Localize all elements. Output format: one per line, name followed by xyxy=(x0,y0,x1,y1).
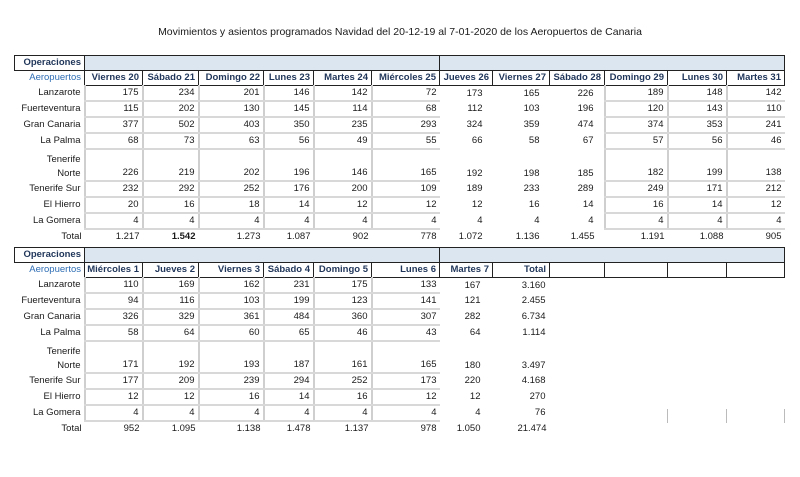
value-cell: 173 xyxy=(372,373,440,389)
column-header: Lunes 30 xyxy=(668,71,727,86)
total-cell xyxy=(668,421,727,436)
value-cell xyxy=(727,325,785,341)
value-cell: 18 xyxy=(199,197,264,213)
value-cell: 46 xyxy=(727,133,785,149)
value-cell: 63 xyxy=(199,133,264,149)
column-header: Domingo 22 xyxy=(199,71,264,86)
total-cell: 902 xyxy=(352,231,369,242)
value-cell: 145 xyxy=(264,101,314,117)
value-cell: 282 xyxy=(464,311,481,322)
column-header xyxy=(605,263,668,278)
value-cell: 76 xyxy=(534,407,546,418)
total-cell: 1.273 xyxy=(236,231,261,242)
value-cell: 185 xyxy=(577,168,594,179)
value-cell xyxy=(668,341,727,373)
value-cell xyxy=(605,341,668,373)
value-cell: 12 xyxy=(727,197,785,213)
value-cell: 58 xyxy=(528,135,540,146)
value-cell: 123 xyxy=(314,293,372,309)
page-title: Movimientos y asientos programados Navidad del 20-12-19 al 7-01-2020 de los Aeropuertos de Canaria xyxy=(158,26,642,38)
column-header: Sábado 28 xyxy=(550,71,605,86)
value-cell: 4 xyxy=(534,215,540,226)
value-cell: 12 xyxy=(85,389,143,405)
value-cell: 196 xyxy=(264,149,314,181)
value-cell: 4 xyxy=(314,213,372,229)
column-header: Sábado 4 xyxy=(264,263,314,278)
value-cell: 212 xyxy=(727,181,785,197)
value-cell xyxy=(727,389,785,405)
value-cell: 65 xyxy=(264,325,314,341)
column-header: Lunes 6 xyxy=(372,263,440,278)
operations-header-row xyxy=(15,56,785,71)
value-cell: 64 xyxy=(469,327,481,338)
value-cell: 60 xyxy=(199,325,264,341)
airport-label xyxy=(15,341,85,373)
operaciones-label: Operaciones xyxy=(15,56,85,71)
column-header: Martes 24 xyxy=(314,71,372,86)
operations-table-december xyxy=(14,55,785,244)
value-cell: 4 xyxy=(727,213,785,229)
value-cell: 4 xyxy=(143,405,199,421)
value-cell: 239 xyxy=(199,373,264,389)
total-label: Total xyxy=(61,230,82,242)
value-cell xyxy=(605,293,668,309)
value-cell xyxy=(668,293,727,309)
value-cell: 198 xyxy=(523,168,540,179)
total-cell: 778 xyxy=(420,231,437,242)
value-cell: 177 xyxy=(85,373,143,389)
value-cell: 377 xyxy=(85,117,143,133)
value-cell xyxy=(727,405,785,421)
header-band xyxy=(85,248,440,263)
column-header: Domingo 5 xyxy=(314,263,372,278)
total-cell: 952 xyxy=(123,423,140,434)
value-cell: 3.497 xyxy=(521,360,546,371)
airport-label: Gran Canaria xyxy=(23,119,81,130)
value-cell: 112 xyxy=(467,103,483,114)
value-cell xyxy=(668,325,727,341)
value-cell: 12 xyxy=(314,197,372,213)
value-cell xyxy=(668,389,727,405)
value-cell: 353 xyxy=(668,117,727,133)
value-cell: 64 xyxy=(143,325,199,341)
table-row xyxy=(15,101,785,117)
value-cell: 189 xyxy=(605,86,668,102)
airport-label: Fuerteventura xyxy=(21,295,81,306)
total-label: Total xyxy=(61,422,82,434)
aeropuertos-label: Aeropuertos xyxy=(29,264,81,276)
header-band xyxy=(440,56,785,71)
value-cell xyxy=(727,278,785,294)
value-cell: 252 xyxy=(199,181,264,197)
value-cell: 16 xyxy=(143,197,199,213)
total-cell: 1.455 xyxy=(570,230,595,242)
airport-label: El Hierro xyxy=(43,199,81,210)
value-cell: 14 xyxy=(668,197,727,213)
value-cell xyxy=(727,373,785,389)
total-cell: 1.050 xyxy=(456,422,481,434)
column-header xyxy=(550,263,605,278)
value-cell: 4 xyxy=(605,213,668,229)
value-cell: 46 xyxy=(314,325,372,341)
value-cell: 502 xyxy=(143,117,199,133)
total-cell: 978 xyxy=(420,423,437,434)
airport-label: La Palma xyxy=(40,135,81,146)
header-band xyxy=(440,248,785,263)
value-cell: 359 xyxy=(523,119,540,130)
value-cell: 120 xyxy=(605,101,668,117)
table-row xyxy=(15,213,785,229)
value-cell: 220 xyxy=(464,375,481,386)
value-cell: 180 xyxy=(464,360,481,371)
value-cell: 57 xyxy=(605,133,668,149)
value-cell: 14 xyxy=(264,197,314,213)
value-cell xyxy=(550,325,605,341)
value-cell xyxy=(605,309,668,325)
value-cell: 200 xyxy=(314,181,372,197)
total-cell: 1.136 xyxy=(515,230,540,242)
column-header: Total xyxy=(493,263,550,278)
value-cell: 146 xyxy=(314,149,372,181)
value-cell: 292 xyxy=(143,181,199,197)
value-cell: 143 xyxy=(668,101,727,117)
airport-label-line1: Tenerife xyxy=(46,154,81,165)
value-cell xyxy=(668,405,727,421)
value-cell: 4 xyxy=(314,405,372,421)
value-cell: 209 xyxy=(143,373,199,389)
value-cell xyxy=(605,278,668,294)
value-cell: 175 xyxy=(314,278,372,294)
value-cell xyxy=(668,373,727,389)
total-cell: 1.478 xyxy=(286,423,311,434)
value-cell: 474 xyxy=(577,119,594,130)
value-cell: 6.734 xyxy=(521,311,546,322)
total-cell: 1.088 xyxy=(699,231,724,242)
value-cell: 403 xyxy=(199,117,264,133)
value-cell: 142 xyxy=(314,86,372,102)
column-header: Domingo 29 xyxy=(605,71,668,86)
total-cell: 21.474 xyxy=(517,422,547,434)
column-header: Viernes 20 xyxy=(85,71,143,86)
column-header: Sábado 21 xyxy=(143,71,199,86)
value-cell: 56 xyxy=(264,133,314,149)
total-cell xyxy=(605,421,668,436)
value-cell xyxy=(550,278,605,294)
value-cell: 55 xyxy=(372,133,440,149)
airport-label: La Gomera xyxy=(32,407,81,418)
value-cell: 165 xyxy=(372,341,440,373)
value-cell: 12 xyxy=(471,199,483,210)
value-cell: 14 xyxy=(582,199,594,210)
value-cell: 192 xyxy=(466,168,483,179)
value-cell xyxy=(605,405,668,421)
value-cell: 4 xyxy=(668,213,727,229)
airport-label: Lanzarote xyxy=(38,279,81,291)
value-cell: 289 xyxy=(577,183,594,194)
value-cell xyxy=(550,373,605,389)
value-cell xyxy=(550,389,605,405)
airport-label xyxy=(15,149,85,181)
column-header: Viernes 27 xyxy=(493,71,550,86)
operations-table-january xyxy=(14,247,785,436)
total-row xyxy=(15,421,785,436)
total-cell: 1.542 xyxy=(171,231,196,242)
value-cell: 361 xyxy=(199,309,264,325)
column-header: Lunes 23 xyxy=(264,71,314,86)
table-row xyxy=(15,278,785,294)
value-cell: 161 xyxy=(314,341,372,373)
value-cell: 16 xyxy=(314,389,372,405)
column-header: Martes 7 xyxy=(440,263,493,278)
column-header-row xyxy=(15,263,785,278)
value-cell: 4 xyxy=(199,213,264,229)
value-cell: 171 xyxy=(85,341,143,373)
value-cell: 4 xyxy=(475,407,481,418)
value-cell: 109 xyxy=(372,181,440,197)
value-cell: 1.114 xyxy=(522,327,546,338)
table-row xyxy=(15,197,785,213)
column-header: Martes 31 xyxy=(727,71,785,86)
value-cell: 14 xyxy=(264,389,314,405)
value-cell: 187 xyxy=(264,341,314,373)
table-row xyxy=(15,341,785,373)
value-cell: 43 xyxy=(372,325,440,341)
value-cell: 4 xyxy=(264,405,314,421)
value-cell: 68 xyxy=(85,133,143,149)
value-cell xyxy=(668,309,727,325)
value-cell: 12 xyxy=(469,391,481,402)
value-cell: 110 xyxy=(85,278,143,294)
column-header xyxy=(668,263,727,278)
grid-tick xyxy=(784,409,785,423)
value-cell: 141 xyxy=(372,293,440,309)
value-cell: 12 xyxy=(372,197,440,213)
airport-label: Lanzarote xyxy=(38,87,81,99)
grid-tick xyxy=(726,409,727,423)
table-row xyxy=(15,181,785,197)
value-cell: 73 xyxy=(143,133,199,149)
value-cell: 142 xyxy=(727,86,785,102)
table-row xyxy=(15,293,785,309)
total-cell: 1.137 xyxy=(344,423,369,434)
value-cell: 165 xyxy=(372,149,440,181)
total-cell xyxy=(550,421,605,436)
value-cell: 16 xyxy=(605,197,668,213)
value-cell: 4 xyxy=(372,213,440,229)
table-row xyxy=(15,405,785,421)
value-cell: 232 xyxy=(85,181,143,197)
value-cell xyxy=(550,341,605,373)
total-cell: 1.095 xyxy=(171,423,196,434)
value-cell: 350 xyxy=(264,117,314,133)
value-cell: 270 xyxy=(529,391,546,402)
value-cell: 199 xyxy=(264,293,314,309)
value-cell xyxy=(550,293,605,309)
value-cell: 4 xyxy=(372,405,440,421)
value-cell: 167 xyxy=(464,279,481,291)
value-cell: 4 xyxy=(588,215,594,226)
column-header: Viernes 3 xyxy=(199,263,264,278)
value-cell xyxy=(668,278,727,294)
value-cell: 110 xyxy=(727,101,785,117)
value-cell: 49 xyxy=(314,133,372,149)
value-cell: 138 xyxy=(727,149,785,181)
value-cell: 234 xyxy=(143,86,199,102)
value-cell: 20 xyxy=(85,197,143,213)
value-cell: 171 xyxy=(668,181,727,197)
value-cell: 235 xyxy=(314,117,372,133)
value-cell: 175 xyxy=(85,86,143,102)
value-cell: 72 xyxy=(372,86,440,102)
airport-label: La Gomera xyxy=(32,215,81,226)
value-cell: 67 xyxy=(582,135,594,146)
grid-tick xyxy=(667,409,668,423)
value-cell xyxy=(727,309,785,325)
total-row xyxy=(15,229,785,244)
value-cell: 326 xyxy=(85,309,143,325)
value-cell: 12 xyxy=(143,389,199,405)
header-band xyxy=(85,56,440,71)
value-cell: 165 xyxy=(523,87,540,99)
value-cell: 182 xyxy=(605,149,668,181)
value-cell: 252 xyxy=(314,373,372,389)
value-cell xyxy=(605,389,668,405)
airport-label: Gran Canaria xyxy=(23,311,81,322)
total-cell: 1.072 xyxy=(458,230,483,242)
table-row xyxy=(15,133,785,149)
table-row xyxy=(15,117,785,133)
column-header: Jueves 2 xyxy=(143,263,199,278)
table-row xyxy=(15,149,785,181)
value-cell: 329 xyxy=(143,309,199,325)
value-cell xyxy=(550,309,605,325)
operaciones-label: Operaciones xyxy=(15,248,85,263)
column-header-row xyxy=(15,71,785,86)
value-cell: 130 xyxy=(199,101,264,117)
value-cell: 114 xyxy=(314,101,372,117)
table-row xyxy=(15,389,785,405)
value-cell: 4 xyxy=(143,213,199,229)
column-header: Jueves 26 xyxy=(440,71,493,86)
value-cell: 4 xyxy=(199,405,264,421)
value-cell: 2.455 xyxy=(521,295,546,306)
value-cell: 196 xyxy=(577,103,594,114)
value-cell: 201 xyxy=(199,86,264,102)
value-cell: 360 xyxy=(314,309,372,325)
value-cell: 66 xyxy=(471,135,483,146)
value-cell xyxy=(727,341,785,373)
value-cell: 374 xyxy=(605,117,668,133)
airport-label: Tenerife Sur xyxy=(29,183,81,194)
value-cell: 173 xyxy=(466,87,483,99)
table-row xyxy=(15,325,785,341)
value-cell: 4 xyxy=(85,405,143,421)
airport-label-line1: Tenerife xyxy=(46,346,81,357)
operations-header-row xyxy=(15,248,785,263)
value-cell: 233 xyxy=(523,183,540,194)
value-cell: 4 xyxy=(477,215,483,226)
value-cell: 103 xyxy=(523,103,540,114)
value-cell: 16 xyxy=(199,389,264,405)
value-cell: 4 xyxy=(264,213,314,229)
value-cell: 241 xyxy=(727,117,785,133)
value-cell: 294 xyxy=(264,373,314,389)
table-row xyxy=(15,86,785,102)
value-cell: 484 xyxy=(264,309,314,325)
value-cell: 307 xyxy=(372,309,440,325)
value-cell: 219 xyxy=(143,149,199,181)
value-cell: 189 xyxy=(466,183,483,194)
value-cell: 94 xyxy=(85,293,143,309)
value-cell xyxy=(550,405,605,421)
total-cell: 905 xyxy=(765,231,782,242)
value-cell: 3.160 xyxy=(521,279,546,291)
value-cell xyxy=(605,373,668,389)
total-cell: 1.087 xyxy=(286,231,311,242)
value-cell xyxy=(727,293,785,309)
value-cell: 199 xyxy=(668,149,727,181)
value-cell xyxy=(605,325,668,341)
value-cell: 176 xyxy=(264,181,314,197)
value-cell: 226 xyxy=(577,87,594,99)
total-cell: 1.191 xyxy=(640,231,665,242)
value-cell: 68 xyxy=(372,101,440,117)
airport-label: Tenerife Sur xyxy=(29,375,81,386)
value-cell: 169 xyxy=(143,278,199,294)
total-cell xyxy=(727,421,785,436)
value-cell: 249 xyxy=(605,181,668,197)
value-cell: 202 xyxy=(199,149,264,181)
column-header xyxy=(727,263,785,278)
aeropuertos-label: Aeropuertos xyxy=(29,72,81,84)
total-cell: 1.217 xyxy=(115,231,140,242)
table-row xyxy=(15,373,785,389)
value-cell: 162 xyxy=(199,278,264,294)
value-cell: 116 xyxy=(143,293,199,309)
value-cell: 231 xyxy=(264,278,314,294)
value-cell: 121 xyxy=(464,295,481,306)
airport-label: Fuerteventura xyxy=(21,103,81,114)
value-cell: 4 xyxy=(85,213,143,229)
airport-label: El Hierro xyxy=(43,391,81,402)
value-cell: 148 xyxy=(668,86,727,102)
value-cell: 226 xyxy=(85,149,143,181)
value-cell: 58 xyxy=(85,325,143,341)
table-row xyxy=(15,309,785,325)
airport-label-line2: Norte xyxy=(57,168,81,179)
total-cell: 1.138 xyxy=(236,423,261,434)
value-cell: 192 xyxy=(143,341,199,373)
value-cell: 146 xyxy=(264,86,314,102)
value-cell: 193 xyxy=(199,341,264,373)
value-cell: 4.168 xyxy=(521,375,546,386)
value-cell: 103 xyxy=(199,293,264,309)
value-cell: 115 xyxy=(85,101,143,117)
airport-label-line2: Norte xyxy=(57,360,81,371)
value-cell: 202 xyxy=(143,101,199,117)
column-header: Miércoles 25 xyxy=(372,71,440,86)
value-cell: 133 xyxy=(372,278,440,294)
value-cell: 12 xyxy=(372,389,440,405)
column-header: Miércoles 1 xyxy=(85,263,143,278)
value-cell: 16 xyxy=(528,199,540,210)
value-cell: 293 xyxy=(372,117,440,133)
value-cell: 56 xyxy=(668,133,727,149)
value-cell: 324 xyxy=(466,119,483,130)
airport-label: La Palma xyxy=(40,327,81,338)
